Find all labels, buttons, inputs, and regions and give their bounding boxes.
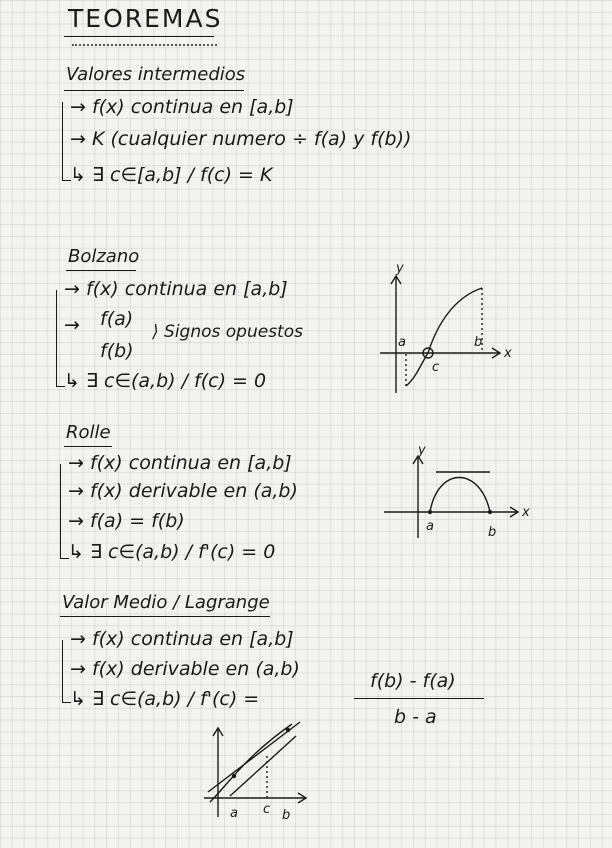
graph-label-a: a [398,335,406,350]
function-curve [430,478,490,513]
lagrange-line-1: → f(x) continua en [a,b] [70,628,294,650]
lagrange-line-2: → f(x) derivable en (a,b) [70,658,300,680]
heading-bolzano: Bolzano [68,246,140,267]
bolzano-line-3: ↳ ∃ c∈(a,b) / f(c) = 0 [64,370,267,392]
lagrange-graph [200,712,320,822]
intermedios-line-1: → f(x) continua en [a,b] [70,96,294,118]
lagrange-line-3: ↳ ∃ c∈(a,b) / f'(c) = [70,688,260,710]
point-b [488,510,492,514]
rolle-line-1: → f(x) continua en [a,b] [68,452,292,474]
heading-underline [64,90,244,91]
heading-underline [60,616,270,617]
rolle-line-4: ↳ ∃ c∈(a,b) / f'(c) = 0 [68,541,276,563]
title-dotted-underline [72,44,217,46]
point-a [428,510,432,514]
tangent-line [230,736,296,796]
heading-lagrange: Valor Medio / Lagrange [62,592,270,613]
bolzano-arrow: → [64,314,80,336]
graph-label-y: y [396,261,404,276]
graph-label-a: a [230,806,238,821]
graph-label-b: b [488,525,497,540]
intermedios-line-3: ↳ ∃ c∈[a,b] / f(c) = K [70,164,273,186]
heading-underline [66,270,136,271]
function-curve [406,288,482,386]
heading-underline [64,446,112,447]
intermedios-line-2: → K (cualquier numero ÷ f(a) y f(b)) [70,128,412,150]
rolle-line-2: → f(x) derivable en (a,b) [68,480,298,502]
rolle-graph [378,443,530,542]
secant-line [208,722,300,792]
graph-label-x: x [504,346,512,361]
point-b [286,728,290,732]
graph-label-c: c [263,802,271,817]
bolzano-fb: f(b) [100,340,134,362]
graph-label-y: y [418,443,426,458]
graph-label-b: b [474,335,483,350]
point-a [232,774,236,778]
bolzano-line-1: → f(x) continua en [a,b] [64,278,288,300]
graph-label-c: c [432,360,440,375]
page-title: TEOREMAS [68,4,223,33]
heading-rolle: Rolle [66,422,111,443]
fraction-denominator: b - a [394,706,437,728]
fraction-bar [354,698,484,699]
rolle-line-3: → f(a) = f(b) [68,510,185,532]
bolzano-signos-opuestos: ⟩ Signos opuestos [152,322,303,342]
graph-label-a: a [426,519,434,534]
graph-label-b: b [282,808,291,823]
heading-valores-intermedios: Valores intermedios [66,64,246,85]
title-underline [64,36,214,37]
graph-label-x: x [522,505,530,520]
bolzano-graph [372,258,512,398]
fraction-numerator: f(b) - f(a) [370,670,456,692]
bolzano-fa: f(a) [100,308,134,330]
